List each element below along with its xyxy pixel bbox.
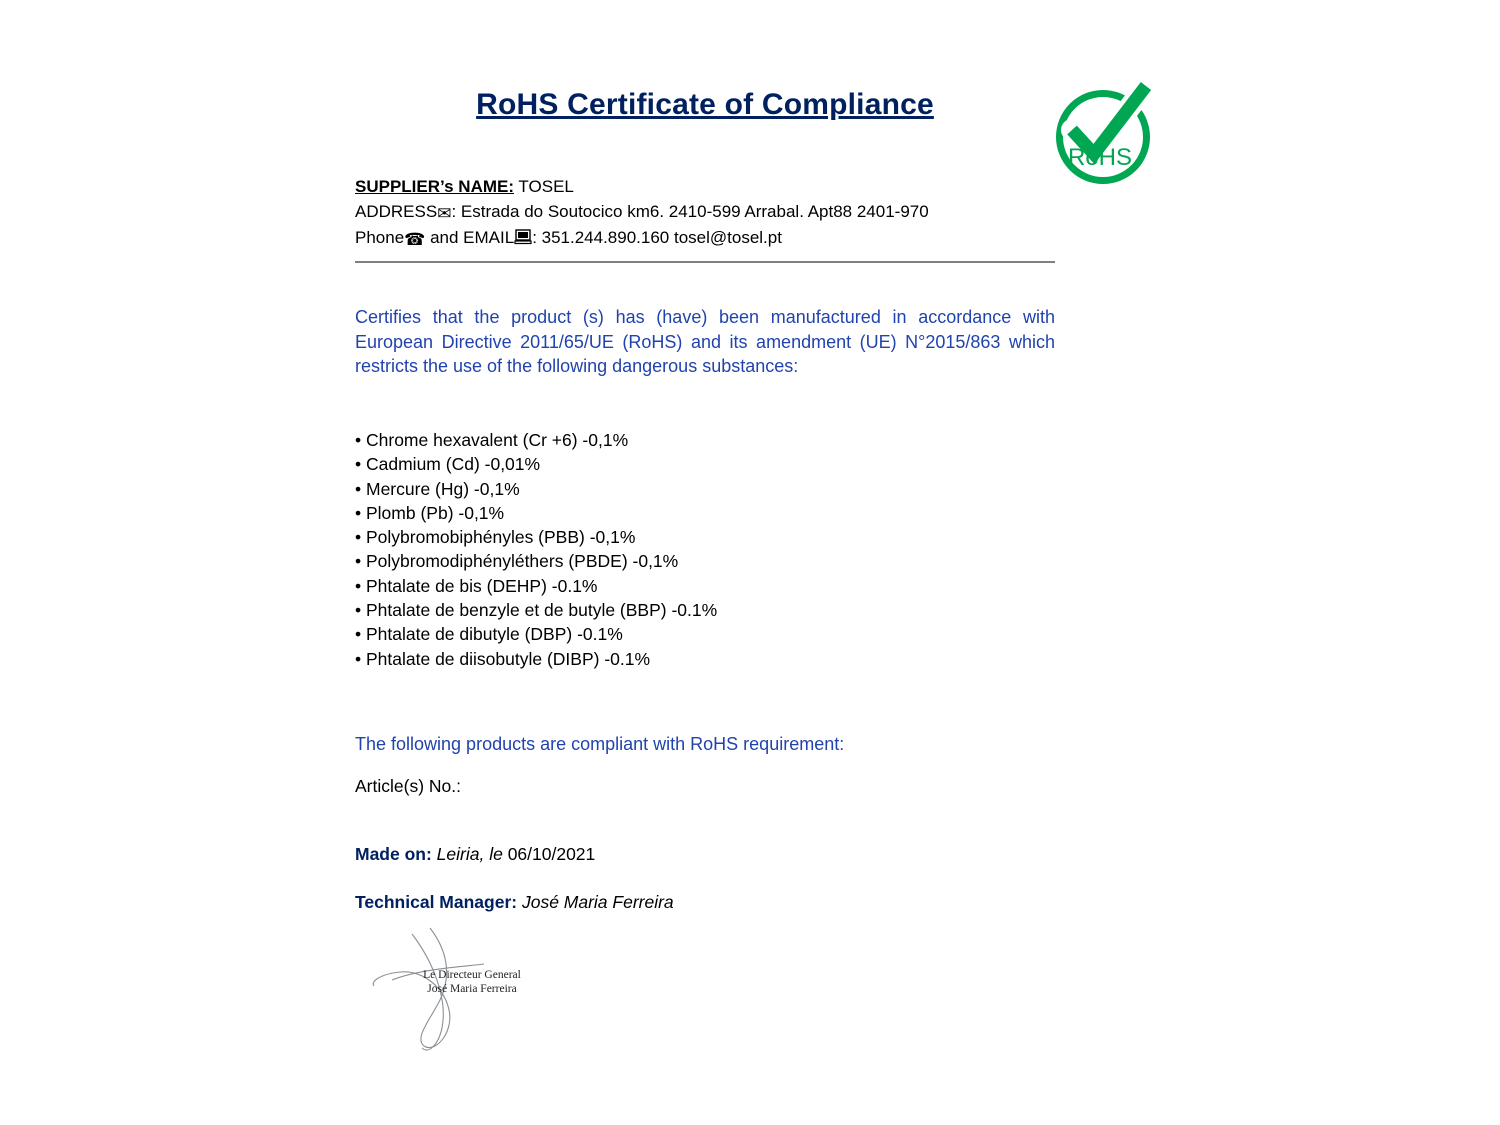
supplier-block: [355, 175, 1075, 253]
article-number-line: Article(s) No.:: [355, 776, 461, 796]
list-item: • Polybromodiphényléthers (PBDE) -0,1%: [355, 549, 1055, 573]
list-item: • Mercure (Hg) -0,1%: [355, 477, 1055, 501]
list-item: • Cadmium (Cd) -0,01%: [355, 452, 1055, 476]
signature-line2: José Maria Ferreira: [427, 983, 517, 995]
address-label: ADDRESS: [355, 201, 438, 221]
computer-icon: [514, 228, 532, 253]
technical-manager-name: José Maria Ferreira: [517, 892, 674, 912]
technical-manager-line: [355, 892, 674, 913]
list-item: • Chrome hexavalent (Cr +6) -0,1%: [355, 428, 1055, 452]
address-value: : Estrada do Soutocico km6. 2410-599 Arrabal. Apt88 2401-970: [451, 201, 929, 221]
divider-line: [355, 261, 1055, 263]
made-on-line: [355, 844, 595, 865]
page-title: RoHS Certificate of Compliance: [476, 88, 934, 121]
list-item: • Plomb (Pb) -0,1%: [355, 501, 1055, 525]
supplier-name-value: TOSEL: [514, 177, 574, 196]
signature-line1: Le Directeur General: [423, 969, 521, 981]
made-on-label: Made on:: [355, 844, 432, 864]
supplier-name-line: [355, 175, 1075, 200]
email-label: and EMAIL: [425, 228, 515, 247]
compliance-statement: The following products are compliant with RoHS requirement:: [355, 734, 845, 754]
substances-list: [355, 428, 1055, 671]
list-item: • Phtalate de benzyle et de butyle (BBP) -0.1%: [355, 598, 1055, 622]
rohs-logo-label: RoHS: [1067, 144, 1133, 171]
list-item: • Phtalate de dibutyle (DBP) -0.1%: [355, 622, 1055, 646]
technical-manager-label: Technical Manager:: [355, 892, 518, 912]
made-on-place: Leiria, le: [431, 844, 508, 864]
supplier-name-label: SUPPLIER’s NAME:: [355, 177, 515, 196]
envelope-icon: ✉: [437, 203, 452, 223]
certifies-paragraph: Certifies that the product (s) has (have) been manufactured in accordance with European Directive 2011/65/UE (RoHS) and its amendment (UE) N°2015/863 which restricts the use of the following dangerous substances:: [355, 307, 1055, 376]
supplier-contact-line: [355, 226, 1075, 253]
phone-icon: ☎: [404, 230, 426, 249]
signature-text: [382, 968, 562, 996]
supplier-address-line: [355, 200, 1075, 227]
contact-value: : 351.244.890.160 tosel@tosel.pt: [532, 228, 782, 247]
signature-block: [352, 920, 592, 1060]
list-item: • Phtalate de bis (DEHP) -0.1%: [355, 574, 1055, 598]
list-item: • Phtalate de diisobutyle (DIBP) -0.1%: [355, 647, 1055, 671]
phone-label: Phone: [355, 228, 405, 247]
made-on-date: 06/10/2021: [507, 844, 596, 864]
list-item: • Polybromobiphényles (PBB) -0,1%: [355, 525, 1055, 549]
